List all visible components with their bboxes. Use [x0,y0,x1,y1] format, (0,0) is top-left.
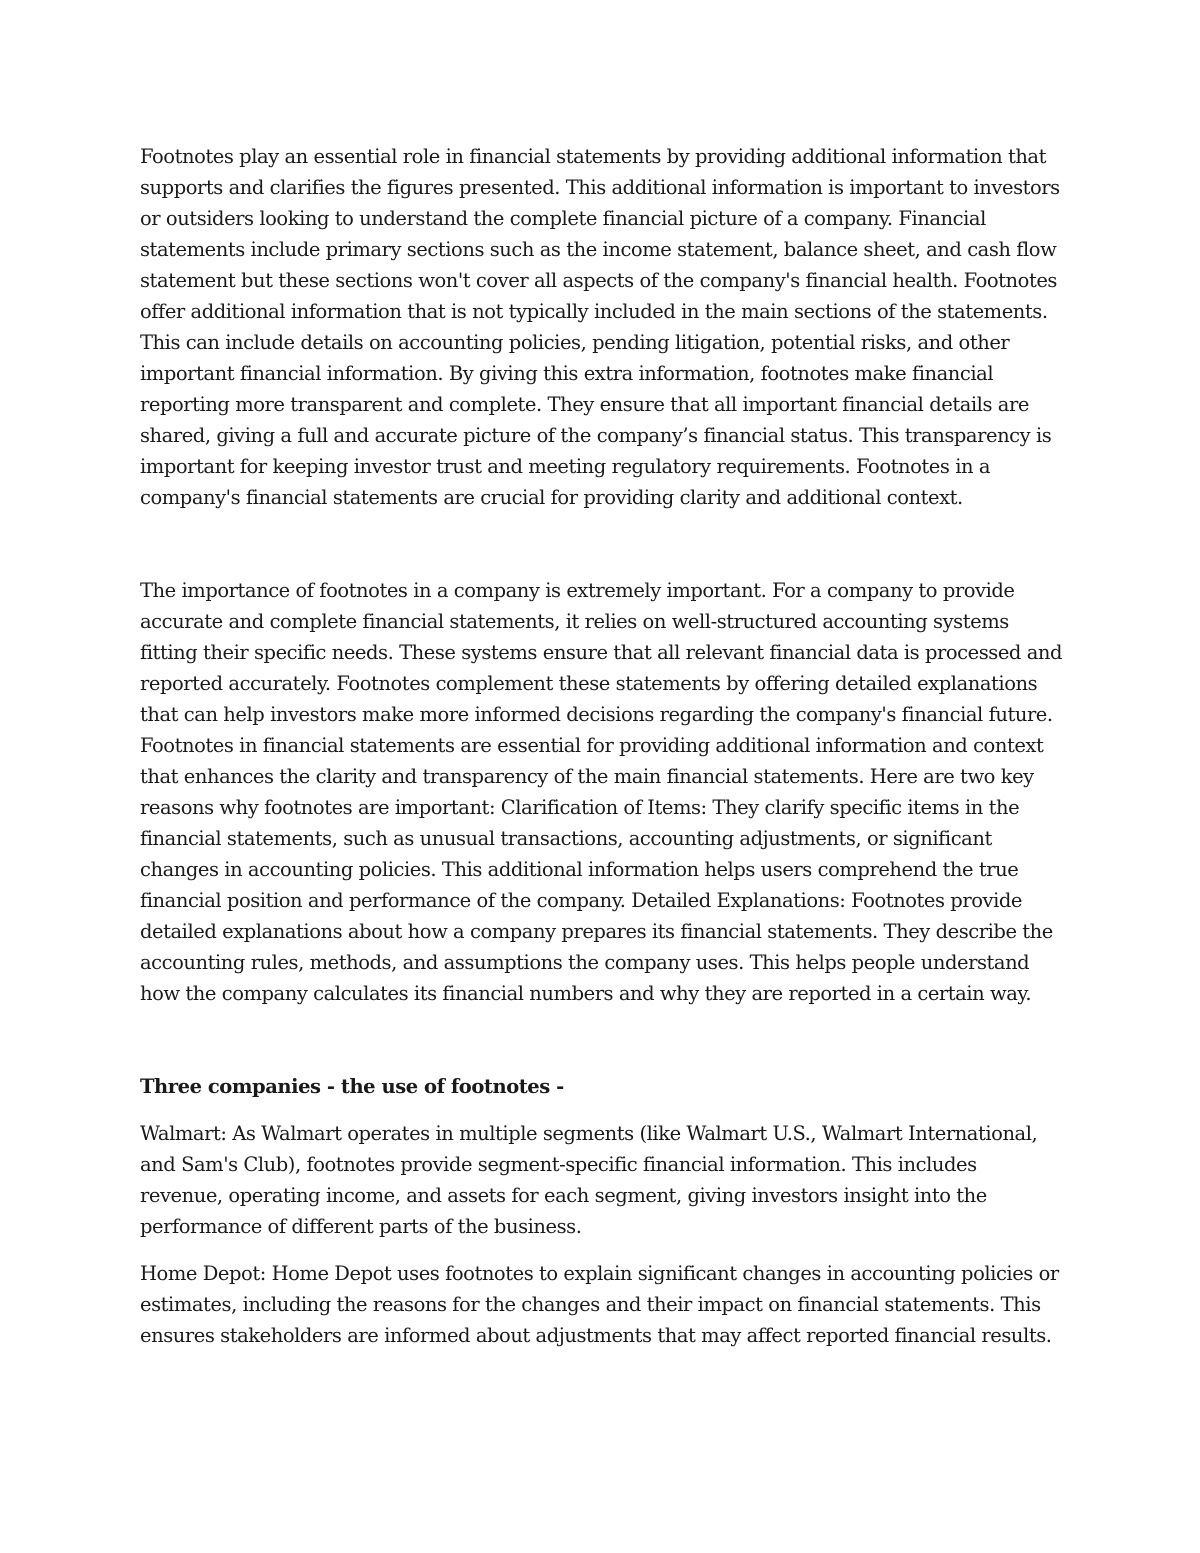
paragraph-footnotes-importance: The importance of footnotes in a company is extremely important. For a company to provide accurate and complete financial statements, it relies on well-structured accounting systems fitting their specific needs. These systems ensure that all relevant financial data is processed and reported accurately. Footnotes complement these statements by offering detailed explanations that can help investors make more informed decisions regarding the company's financial future. Footnotes in financial statements are essential for providing additional information and context that enhances the clarity and transparency of the main financial statements. Here are two key reasons why footnotes are important: Clarification of Items: They clarify specific items in the financial statements, such as unusual transactions, accounting adjustments, or significant changes in accounting policies. This additional information helps users comprehend the true financial position and performance of the company. Detailed Explanations: Footnotes provide detailed explanations about how a company prepares its financial statements. They describe the accounting rules, methods, and assumptions the company uses. This helps people understand how the company calculates its financial numbers and why they are reported in a certain way. [140,579,1063,1005]
paragraph-footnotes-role: Footnotes play an essential role in financial statements by providing additional information that supports and clarifies the figures presented. This additional information is important to investors or outsiders looking to understand the complete financial picture of a company. Financial statements include primary sections such as the income statement, balance sheet, and cash flow statement but these sections won't cover all aspects of the company's financial health. Footnotes offer additional information that is not typically included in the main sections of the statements. This can include details on accounting policies, pending litigation, potential risks, and other important financial information. By giving this extra information, footnotes make financial reporting more transparent and complete. They ensure that all important financial details are shared, giving a full and accurate picture of the company’s financial status. This transparency is important for keeping investor trust and meeting regulatory requirements. Footnotes in a company's financial statements are crucial for providing clarity and additional context. [140,145,1060,509]
paragraph-spacer [140,1009,1065,1071]
paragraph-walmart: Walmart: As Walmart operates in multiple segments (like Walmart U.S., Walmart International, and Sam's Club), footnotes provide segment-specific financial information. This includes revenue, operating income, and assets for each segment, giving investors insight into the performance of different parts of the business. [140,1122,1038,1238]
paragraph-home-depot: Home Depot: Home Depot uses footnotes to explain significant changes in accounting policies or estimates, including the reasons for the changes and their impact on financial statements. This ensures stakeholders are informed about adjustments that may affect reported financial results. [140,1262,1059,1347]
paragraph-spacer [140,1242,1065,1258]
document-page [140,141,1065,1351]
paragraph-spacer [140,513,1065,575]
paragraph-spacer [140,1102,1065,1118]
section-heading: Three companies - the use of footnotes - [140,1075,564,1098]
